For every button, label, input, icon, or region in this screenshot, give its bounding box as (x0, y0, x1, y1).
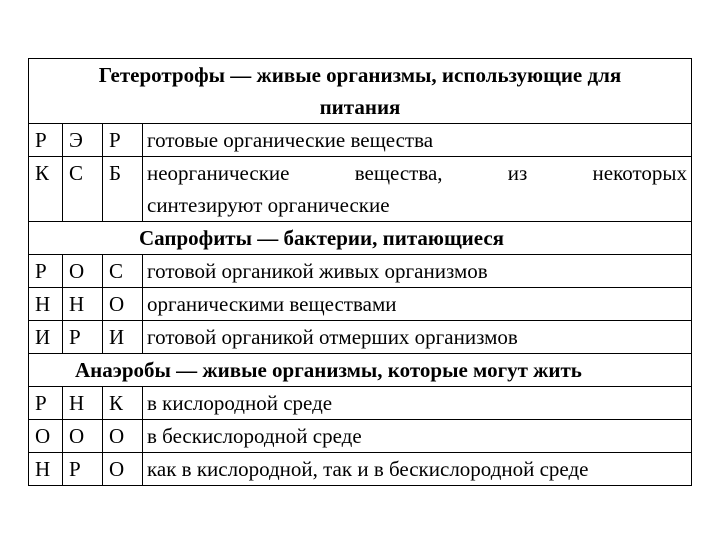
answer-cell: готовой органикой отмерших организмов (143, 321, 692, 354)
section-heading-heterotrophs (29, 59, 692, 124)
letter-cell: О (103, 453, 143, 486)
answer-cell: в бескислородной среде (143, 420, 692, 453)
letter-cell: И (103, 321, 143, 354)
answer-cell: готовые органические вещества (143, 124, 692, 157)
table-row (29, 255, 692, 288)
answer-cell: в кислородной среде (143, 387, 692, 420)
letter-cell: О (103, 288, 143, 321)
letter-cell: К (29, 157, 63, 222)
letter-cell: Р (63, 453, 103, 486)
answer-cell: органическими веществами (143, 288, 692, 321)
letter-cell: С (103, 255, 143, 288)
table-row (29, 420, 692, 453)
letter-cell: Н (29, 453, 63, 486)
heading-line-2: питания (319, 95, 401, 119)
table-row (29, 288, 692, 321)
quiz-table (28, 58, 692, 486)
letter-cell: Р (63, 321, 103, 354)
letter-cell: О (63, 255, 103, 288)
answer-line-1: неорганические вещества, из некоторых (147, 161, 687, 185)
letter-cell: Б (103, 157, 143, 222)
letter-cell: Н (63, 387, 103, 420)
letter-cell: Н (29, 288, 63, 321)
answer-line-2: синтезируют органические (147, 193, 390, 217)
letter-cell: С (63, 157, 103, 222)
answer-cell (143, 157, 692, 222)
letter-cell: Р (29, 387, 63, 420)
letter-cell: Р (29, 124, 63, 157)
table-row (29, 124, 692, 157)
section-heading-anaerobes: Анаэробы — живые организмы, которые могут жить (29, 354, 692, 387)
section-heading-row (29, 354, 692, 387)
letter-cell: И (29, 321, 63, 354)
answer-cell: готовой органикой живых организмов (143, 255, 692, 288)
answer-cell: как в кислородной, так и в бескислородной среде (143, 453, 692, 486)
table-row (29, 387, 692, 420)
letter-cell: Р (29, 255, 63, 288)
section-heading-row (29, 59, 692, 124)
letter-cell: О (103, 420, 143, 453)
letter-cell: Р (103, 124, 143, 157)
section-heading-saprophytes: Сапрофиты — бактерии, питающиеся (29, 222, 692, 255)
letter-cell: О (63, 420, 103, 453)
table-row (29, 453, 692, 486)
table-row (29, 321, 692, 354)
section-heading-row (29, 222, 692, 255)
table-row (29, 157, 692, 222)
heading-line-1: Гетеротрофы — живые организмы, использующие для (98, 63, 622, 87)
letter-cell: О (29, 420, 63, 453)
letter-cell: Н (63, 288, 103, 321)
letter-cell: К (103, 387, 143, 420)
letter-cell: Э (63, 124, 103, 157)
